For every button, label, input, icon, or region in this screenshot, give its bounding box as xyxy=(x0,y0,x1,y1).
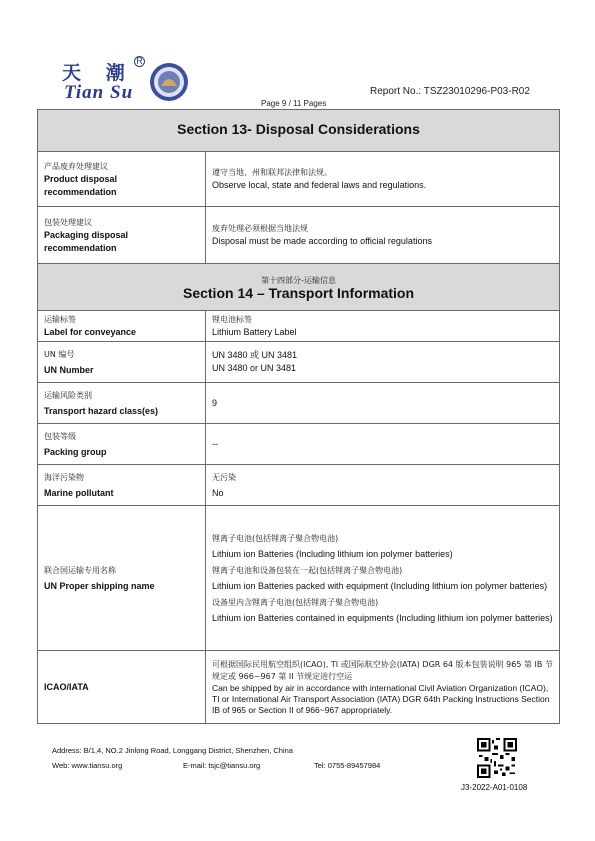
hazard-class-value: 9 xyxy=(212,397,218,408)
value-cell xyxy=(206,465,560,506)
section13-header xyxy=(38,110,560,152)
packing-group-value: -- xyxy=(212,438,218,449)
icao-iata-value-cn: 可根据国际民用航空组织(ICAO), TI 或国际航空协会(IATA) DGR 64 版本包装说明 965 第 IB 节规定或 966~967 第 II 节规定进行空运 xyxy=(212,659,553,681)
label-cell xyxy=(38,342,206,383)
hazard-class-label-en: Transport hazard class(es) xyxy=(44,405,159,416)
un-number-value-1: UN 3480 或 UN 3481 xyxy=(212,350,298,360)
shipping-name-label-en: UN Proper shipping name xyxy=(44,580,155,591)
marine-pollutant-value-en: No xyxy=(212,487,224,498)
footer-email: E-mail: tsjc@tiansu.org xyxy=(183,761,261,770)
packaging-disposal-value-en: Disposal must be made according to official regulations xyxy=(212,236,432,246)
value-cell xyxy=(206,152,560,207)
table-row xyxy=(38,342,560,383)
table-row xyxy=(38,311,560,342)
label-cell xyxy=(38,651,206,724)
conveyance-value-en: Lithium Battery Label xyxy=(212,327,297,337)
label-cell xyxy=(38,465,206,506)
shipping-name-value-3-en: Lithium ion Batteries contained in equipments (Including lithium ion polymer batteries) xyxy=(212,612,553,623)
label-cell xyxy=(38,383,206,424)
label-cell xyxy=(38,311,206,342)
value-cell xyxy=(206,651,560,724)
section14-subtitle-cn: 第十四部分-运输信息 xyxy=(261,276,336,285)
conveyance-value-cn: 锂电池标签 xyxy=(212,315,252,324)
section14-header xyxy=(38,264,560,311)
un-number-label-cn: UN 编号 xyxy=(44,349,75,359)
company-logo xyxy=(62,58,192,108)
page-number: Page 9 / 11 Pages xyxy=(261,99,327,108)
section13-header-row xyxy=(38,110,560,152)
conveyance-label-cn: 运输标签 xyxy=(44,315,76,324)
product-disposal-value-cn: 遵守当地、州和联邦法律和法规。 xyxy=(212,168,332,177)
un-number-value-2: UN 3480 or UN 3481 xyxy=(212,363,297,373)
shipping-name-label-cn: 联合国运输专用名称 xyxy=(44,565,116,575)
section14-header-row xyxy=(38,264,560,311)
table-row xyxy=(38,465,560,506)
label-cell xyxy=(38,152,206,207)
table-row xyxy=(38,651,560,724)
icao-iata-label: ICAO/IATA xyxy=(44,681,89,692)
label-cell xyxy=(38,207,206,264)
logo-seal-icon xyxy=(149,62,189,102)
table-row xyxy=(38,207,560,264)
table-row xyxy=(38,383,560,424)
product-disposal-label-cn: 产品废弃处理建议 xyxy=(44,161,108,171)
packaging-disposal-label-en-2: recommendation xyxy=(44,242,117,253)
product-disposal-label-en-2: recommendation xyxy=(44,186,117,197)
packaging-disposal-label-cn: 包装处理建议 xyxy=(44,217,92,227)
footer-tel: Tel: 0755-89457984 xyxy=(314,761,381,770)
registered-mark: R xyxy=(134,56,145,67)
marine-pollutant-label-cn: 海洋污染物 xyxy=(44,472,84,482)
value-cell xyxy=(206,424,560,465)
product-disposal-label-en: Product disposal xyxy=(44,173,118,184)
footer-address: Address: B/1,4, NO.2 Jinlong Road, Longgang District, Shenzhen, China xyxy=(52,746,293,755)
logo-english-text: Tian Su xyxy=(64,82,134,103)
table-row xyxy=(38,424,560,465)
marine-pollutant-label-en: Marine pollutant xyxy=(44,487,114,498)
value-cell xyxy=(206,207,560,264)
packing-group-label-en: Packing group xyxy=(44,446,107,457)
table-row xyxy=(38,506,560,651)
shipping-name-value-1-en: Lithium ion Batteries (Including lithium ion polymer batteries) xyxy=(212,548,453,559)
document-code: J3-2022-A01-0108 xyxy=(461,783,528,792)
icao-iata-value-en: Can be shipped by air in accordance with international Civil Aviation Organization (ICAO), TI or International Air Transport Association (IATA) DGR 64th Packing Instructions Section IB of 965 or Section II of 966~967 appropriately. xyxy=(212,682,550,715)
value-cell xyxy=(206,383,560,424)
shipping-name-value-3-cn: 设备里内含锂离子电池(包括锂离子聚合物电池) xyxy=(212,597,379,607)
packing-group-label-cn: 包装等级 xyxy=(44,431,76,441)
value-cell xyxy=(206,506,560,651)
qr-code-icon xyxy=(477,738,517,778)
shipping-name-value-1-cn: 锂离子电池(包括锂离子聚合物电池) xyxy=(212,533,339,543)
section13-title: Section 13- Disposal Considerations xyxy=(177,121,420,137)
logo-chinese-text: 天 潮 xyxy=(62,63,135,84)
footer-web: Web: www.tiansu.org xyxy=(52,761,123,770)
marine-pollutant-value-cn: 无污染 xyxy=(212,472,236,482)
table-row xyxy=(38,152,560,207)
shipping-name-value-2-en: Lithium ion Batteries packed with equipment (Including lithium ion polymer batteries) xyxy=(212,580,548,591)
value-cell xyxy=(206,311,560,342)
packaging-disposal-label-en: Packaging disposal xyxy=(44,229,129,240)
section14-title: Section 14 – Transport Information xyxy=(182,285,415,301)
report-number: Report No.: TSZ23010296-P03-R02 xyxy=(370,86,530,97)
value-cell xyxy=(206,342,560,383)
sds-table xyxy=(37,109,560,724)
label-cell xyxy=(38,424,206,465)
label-cell xyxy=(38,506,206,651)
hazard-class-label-cn: 运输风险类别 xyxy=(44,390,92,400)
packaging-disposal-value-cn: 废弃处理必须根据当地法规 xyxy=(212,224,308,233)
un-number-label-en: UN Number xyxy=(44,364,94,375)
shipping-name-value-2-cn: 锂离子电池和设备包装在一起(包括锂离子聚合物电池) xyxy=(212,565,403,575)
product-disposal-value-en: Observe local, state and federal laws and regulations. xyxy=(212,180,427,190)
conveyance-label-en: Label for conveyance xyxy=(44,327,137,337)
